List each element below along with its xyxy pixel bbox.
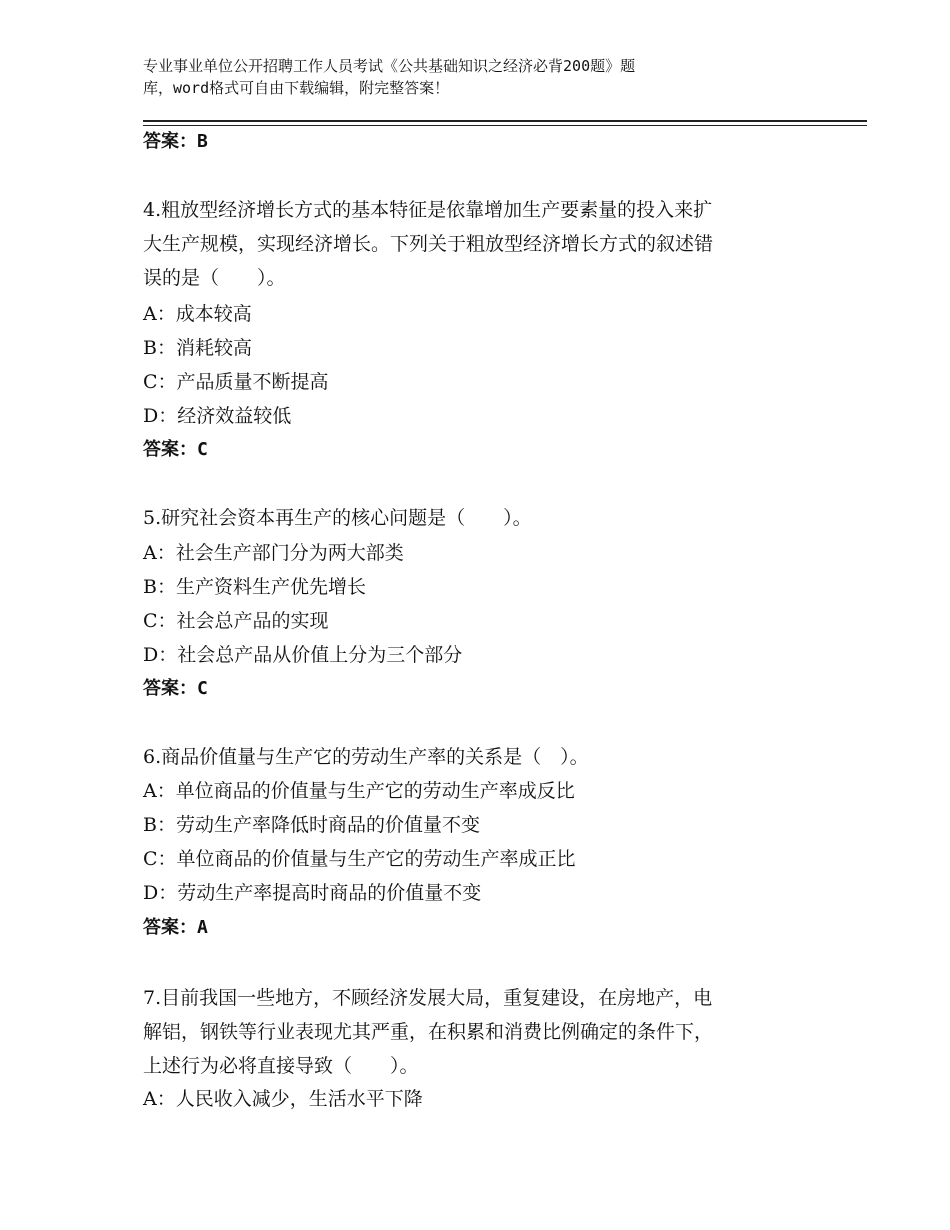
question-6-option-c: C：单位商品的价值量与生产它的劳动生产率成正比 <box>143 848 576 870</box>
question-4-option-b: B：消耗较高 <box>143 337 252 359</box>
question-7-line-2: 解铝，钢铁等行业表现尤其严重，在积累和消费比例确定的条件下， <box>143 1021 714 1043</box>
header-divider-thick <box>143 120 867 122</box>
answer-q3: 答案：B <box>143 131 208 152</box>
document-title <box>143 55 843 99</box>
question-6-option-b: B：劳动生产率降低时商品的价值量不变 <box>143 814 480 836</box>
question-6-option-a: A：单位商品的价值量与生产它的劳动生产率成反比 <box>143 780 575 802</box>
question-4-line-2: 大生产规模，实现经济增长。下列关于粗放型经济增长方式的叙述错 <box>143 233 714 255</box>
question-4-stem <box>143 193 803 295</box>
question-7-line-1: 7.目前我国一些地方，不顾经济发展大局，重复建设，在房地产，电 <box>143 987 713 1009</box>
question-4-line-3: 误的是（ ）。 <box>143 267 286 289</box>
question-5-option-b: B：生产资料生产优先增长 <box>143 576 366 598</box>
answer-q6: 答案：A <box>143 917 208 938</box>
question-7-line-3: 上述行为必将直接导致（ ）。 <box>143 1055 419 1077</box>
answer-q4: 答案：C <box>143 439 208 460</box>
header-divider-thin <box>143 125 867 126</box>
question-6-line-1: 6.商品价值量与生产它的劳动生产率的关系是（ ）。 <box>143 746 589 768</box>
question-5-option-a: A：社会生产部门分为两大部类 <box>143 542 404 564</box>
question-6-option-d: D：劳动生产率提高时商品的价值量不变 <box>143 882 482 904</box>
question-4-option-d: D：经济效益较低 <box>143 405 292 427</box>
question-4-line-1: 4.粗放型经济增长方式的基本特征是依靠增加生产要素量的投入来扩 <box>143 199 713 221</box>
answer-q5: 答案：C <box>143 678 208 699</box>
question-5-stem <box>143 501 803 535</box>
question-5-option-d: D：社会总产品从价值上分为三个部分 <box>143 644 463 666</box>
question-4-option-a: A：成本较高 <box>143 303 252 325</box>
question-4-option-c: C：产品质量不断提高 <box>143 371 329 393</box>
question-5-line-1: 5.研究社会资本再生产的核心问题是（ ）。 <box>143 507 532 529</box>
question-5-option-c: C：社会总产品的实现 <box>143 610 329 632</box>
question-7-option-a: A：人民收入减少，生活水平下降 <box>143 1088 423 1110</box>
question-6-stem <box>143 740 803 774</box>
document-title-line-2: 库，word格式可自由下载编辑，附完整答案！ <box>143 79 450 97</box>
document-title-line-1: 专业事业单位公开招聘工作人员考试《公共基础知识之经济必背200题》题 <box>143 57 636 75</box>
question-7-stem <box>143 981 803 1083</box>
